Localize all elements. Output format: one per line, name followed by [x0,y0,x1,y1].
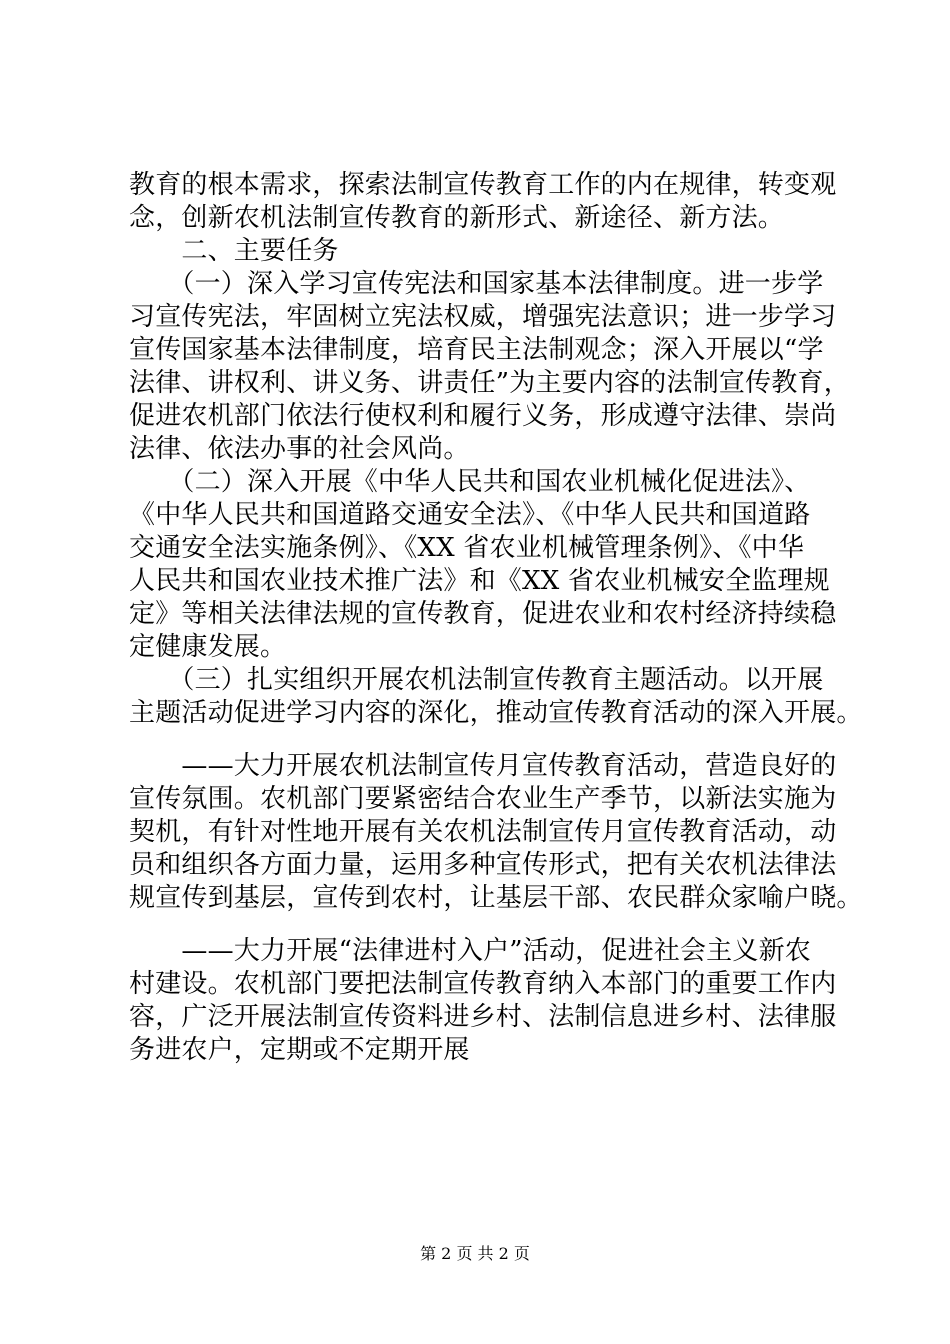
page-number-footer: 第 2 页 共 2 页 [420,1244,530,1263]
text-line: 契机，有针对性地开展有关农机法制宣传月宣传教育活动，动 [129,817,837,847]
text-line: 定健康发展。 [129,632,287,662]
text-line: 宣传氛围。农机部门要紧密结合农业生产季节，以新法实施为 [129,784,837,814]
text-line: 法律、讲权利、讲义务、讲责任”为主要内容的法制宣传教育， [129,368,850,398]
text-line: 习宣传宪法，牢固树立宪法权威，增强宪法意识；进一步学习 [129,302,837,332]
text-line: （三）扎实组织开展农机法制宣传教育主题活动。以开展 [129,665,824,695]
text-line: 念，创新农机法制宣传教育的新形式、新途径、新方法。 [129,203,785,233]
text-line: 员和组织各方面力量，运用多种宣传形式，把有关农机法律法 [129,850,837,880]
text-line: 《中华人民共和国道路交通安全法》、《中华人民共和国道路 [129,500,811,530]
text-line: 定》等相关法律法规的宣传教育，促进农业和农村经济持续稳 [129,599,837,629]
text-line: 法律、依法办事的社会风尚。 [129,434,470,464]
text-line: 主题活动促进学习内容的深化，推动宣传教育活动的深入开展。 [129,698,863,728]
text-line: 促进农机部门依法行使权利和履行义务，形成遵守法律、崇尚 [129,401,837,431]
text-line: （二）深入开展《中华人民共和国农业机械化促进法》、 [129,467,811,497]
section-heading: 二、主要任务 [129,236,339,266]
text-line: 宣传国家基本法律制度，培育民主法制观念；深入开展以“学 [129,335,824,365]
text-line: 交通安全法实施条例》、《XX 省农业机械管理条例》、《中华 [129,533,805,563]
text-line: 村建设。农机部门要把法制宣传教育纳入本部门的重要工作内 [129,969,837,999]
text-line: ——大力开展“法律进村入户”活动，促进社会主义新农 [129,936,811,966]
text-line: 规宣传到基层，宣传到农村，让基层干部、农民群众家喻户晓。 [129,883,863,913]
text-line: ——大力开展农机法制宣传月宣传教育活动，营造良好的 [129,751,837,781]
text-line: 务进农户，定期或不定期开展 [129,1035,470,1065]
text-line: （一）深入学习宣传宪法和国家基本法律制度。进一步学 [129,269,824,299]
text-line: 人民共和国农业技术推广法》和《XX 省农业机械安全监理规 [129,566,830,596]
text-line: 教育的根本需求，探索法制宣传教育工作的内在规律，转变观 [129,170,837,200]
text-line: 容，广泛开展法制宣传资料进乡村、法制信息进乡村、法律服 [129,1002,837,1032]
